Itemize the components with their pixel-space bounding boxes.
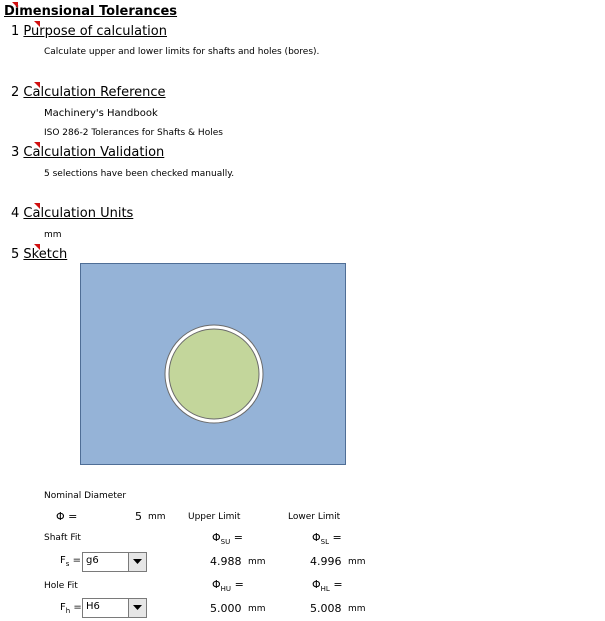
chevron-down-icon[interactable] bbox=[128, 599, 146, 617]
shaft-upper-unit: mm bbox=[248, 557, 266, 567]
section-number: 4 bbox=[11, 206, 20, 221]
section-number: 3 bbox=[11, 145, 20, 160]
section-heading-units bbox=[11, 206, 133, 221]
shaft-circle bbox=[169, 329, 259, 419]
hole-fit-label: Hole Fit bbox=[44, 581, 78, 591]
shaft-lower-value: 4.996 bbox=[310, 555, 342, 568]
shaft-lower-symbol: $\Phi_{SL}$ = bbox=[312, 531, 342, 546]
nominal-unit: mm bbox=[148, 512, 166, 522]
comment-indicator[interactable] bbox=[34, 203, 40, 209]
hole-fit-symbol: $F_h$ = bbox=[60, 602, 82, 615]
section-number: 2 bbox=[11, 85, 20, 100]
shaft-upper-value: 4.988 bbox=[210, 555, 242, 568]
shaft-fit-selected: g6 bbox=[86, 555, 99, 566]
reference-line-2: ISO 286-2 Tolerances for Shafts & Holes bbox=[44, 128, 223, 138]
comment-indicator[interactable] bbox=[34, 82, 40, 88]
comment-indicator[interactable] bbox=[12, 2, 18, 8]
sketch-plate bbox=[80, 263, 346, 465]
purpose-text: Calculate upper and lower limits for shafts and holes (bores). bbox=[44, 47, 320, 57]
validation-text: 5 selections have been checked manually. bbox=[44, 169, 235, 179]
hole-upper-value: 5.000 bbox=[210, 602, 242, 615]
section-number: 1 bbox=[11, 24, 20, 39]
comment-indicator[interactable] bbox=[34, 142, 40, 148]
hole-fit-select[interactable] bbox=[82, 598, 147, 618]
section-label: Purpose of calculation bbox=[23, 24, 167, 39]
comment-indicator[interactable] bbox=[34, 244, 40, 250]
shaft-fit-select[interactable] bbox=[82, 552, 147, 572]
nominal-diameter-label: Nominal Diameter bbox=[44, 491, 127, 501]
hole-lower-symbol: $\Phi_{HL}$ = bbox=[312, 578, 343, 593]
lower-limit-header: Lower Limit bbox=[288, 512, 341, 522]
section-label: Calculation Reference bbox=[23, 85, 166, 100]
shaft-lower-unit: mm bbox=[348, 557, 366, 567]
section-number: 5 bbox=[11, 247, 20, 262]
hole-upper-symbol: $\Phi_{HU}$ = bbox=[212, 578, 244, 593]
hole-fit-selected: H6 bbox=[86, 601, 100, 612]
reference-line-1: Machinery's Handbook bbox=[44, 108, 158, 119]
shaft-fit-symbol: $F_s$ = bbox=[60, 555, 81, 568]
hole-upper-unit: mm bbox=[248, 604, 266, 614]
comment-indicator[interactable] bbox=[34, 21, 40, 27]
shaft-fit-label: Shaft Fit bbox=[44, 533, 81, 543]
section-label: Calculation Validation bbox=[23, 145, 165, 160]
nominal-diameter-value[interactable]: 5 bbox=[135, 510, 142, 523]
chevron-down-icon[interactable] bbox=[128, 553, 146, 571]
page-title: Dimensional Tolerances bbox=[4, 4, 178, 19]
section-label: Sketch bbox=[23, 247, 68, 262]
shaft-upper-symbol: $\Phi_{SU}$ = bbox=[212, 531, 243, 546]
section-label: Calculation Units bbox=[23, 206, 134, 221]
shaft-hole-sketch bbox=[81, 264, 345, 464]
upper-limit-header: Upper Limit bbox=[188, 512, 241, 522]
hole-lower-value: 5.008 bbox=[310, 602, 342, 615]
phi-equals-label: Φ = bbox=[56, 510, 78, 523]
hole-lower-unit: mm bbox=[348, 604, 366, 614]
units-text: mm bbox=[44, 230, 62, 240]
